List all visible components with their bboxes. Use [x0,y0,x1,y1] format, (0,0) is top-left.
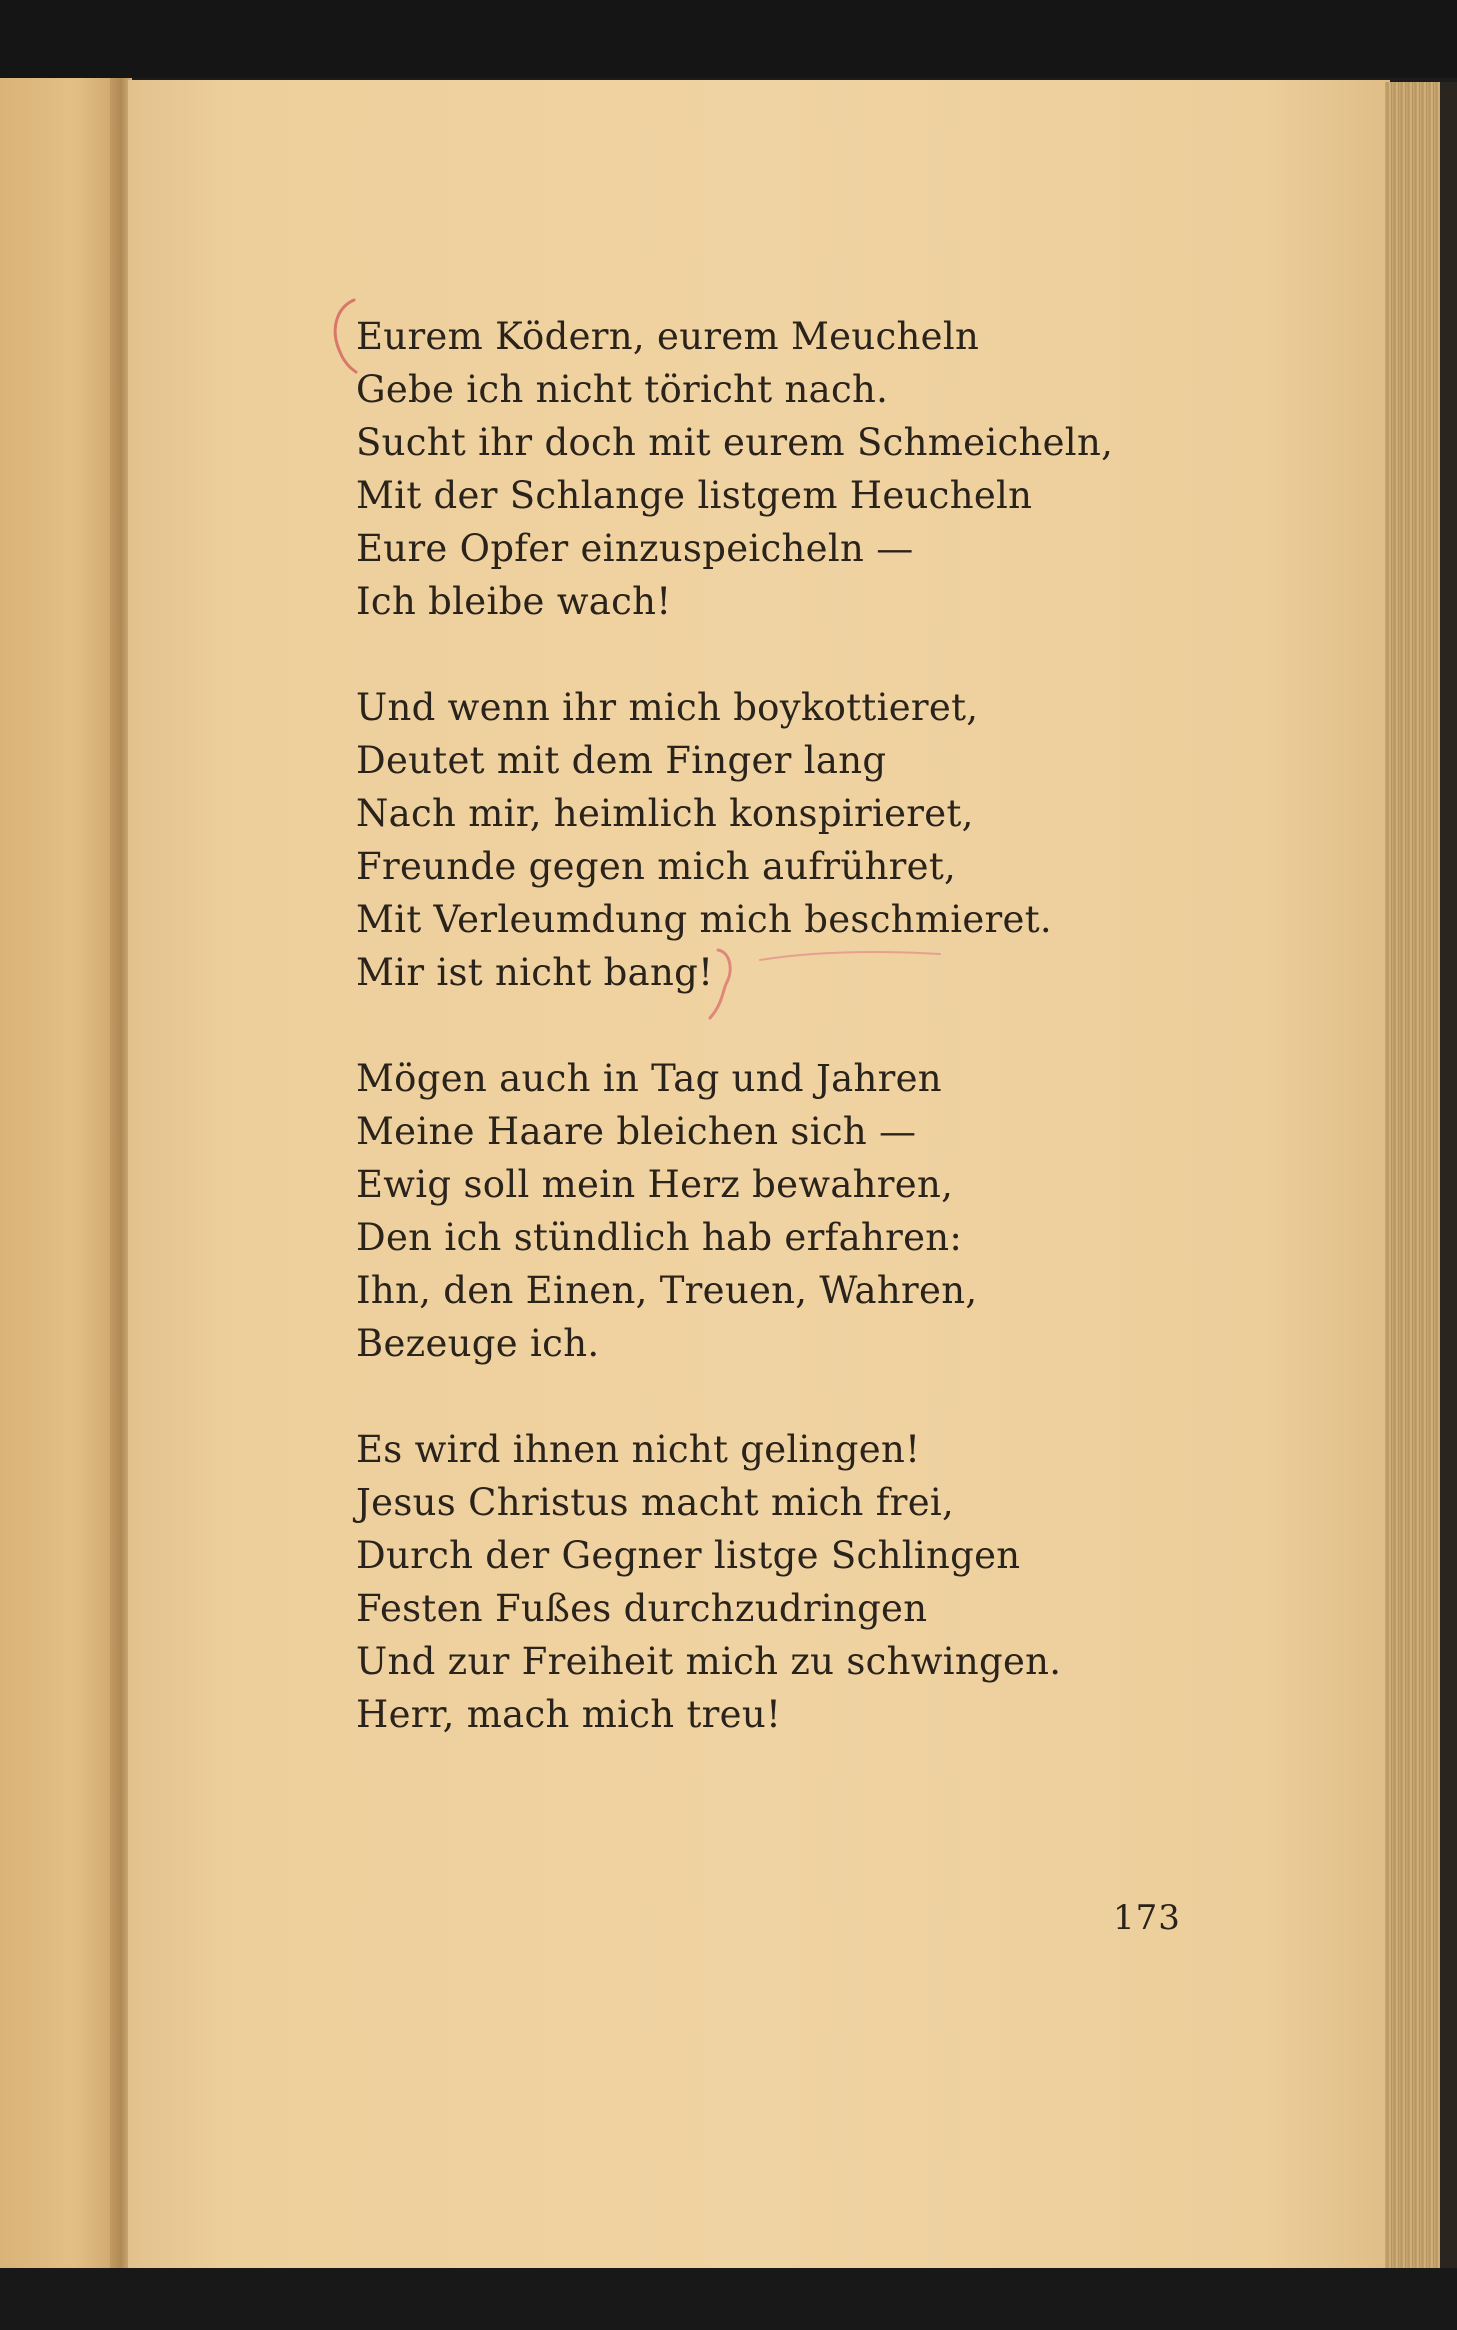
poem-line: Ihn, den Einen, Treuen, Wahren, [356,1269,978,1312]
page-number: 173 [1113,1898,1181,1938]
poem-line: Durch der Gegner listge Schlingen [356,1534,1021,1577]
poem-line: Bezeuge ich. [356,1322,600,1365]
poem-line: Ich bleibe wach! [356,580,672,623]
scanner-background-top [0,0,1457,78]
poem-line: Freunde gegen mich aufrühret, [356,845,957,888]
page-edges [1385,82,1443,2272]
scanner-background-right [1440,82,1457,2272]
poem-line: Herr, mach mich treu! [356,1693,782,1736]
poem-line: Gebe ich nicht töricht nach. [356,368,889,411]
poem-line: Mir ist nicht bang! [356,951,714,994]
stanza-3 [356,1052,1116,1370]
poem-line: Mögen auch in Tag und Jahren [356,1057,942,1100]
poem-line: Eure Opfer einzuspeicheln — [356,527,914,570]
left-page-edge [0,78,124,2270]
poem-line: Festen Fußes durchzudringen [356,1587,928,1630]
poem-line: Ewig soll mein Herz bewahren, [356,1163,954,1206]
scanner-background-bottom [0,2268,1457,2330]
poem-line: Eurem Ködern, eurem Meucheln [356,315,980,358]
poem-line: Den ich stündlich hab erfahren: [356,1216,963,1259]
poem-line: Mit Verleumdung mich beschmieret. [356,898,1052,941]
poem-line: Jesus Christus macht mich frei, [356,1481,955,1524]
poem-line: Sucht ihr doch mit eurem Schmeicheln, [356,421,1114,464]
poem-text [356,310,1116,1794]
poem-line: Es wird ihnen nicht gelingen! [356,1428,921,1471]
poem-line: Und zur Freiheit mich zu schwingen. [356,1640,1062,1683]
poem-line: Deutet mit dem Finger lang [356,739,887,782]
stanza-4 [356,1423,1116,1741]
poem-line: Mit der Schlange listgem Heucheln [356,474,1033,517]
stanza-2 [356,681,1116,999]
poem-line: Nach mir, heimlich konspirieret, [356,792,974,835]
stanza-1 [356,310,1116,628]
poem-line: Meine Haare bleichen sich — [356,1110,917,1153]
poem-line: Und wenn ihr mich boykottieret, [356,686,979,729]
